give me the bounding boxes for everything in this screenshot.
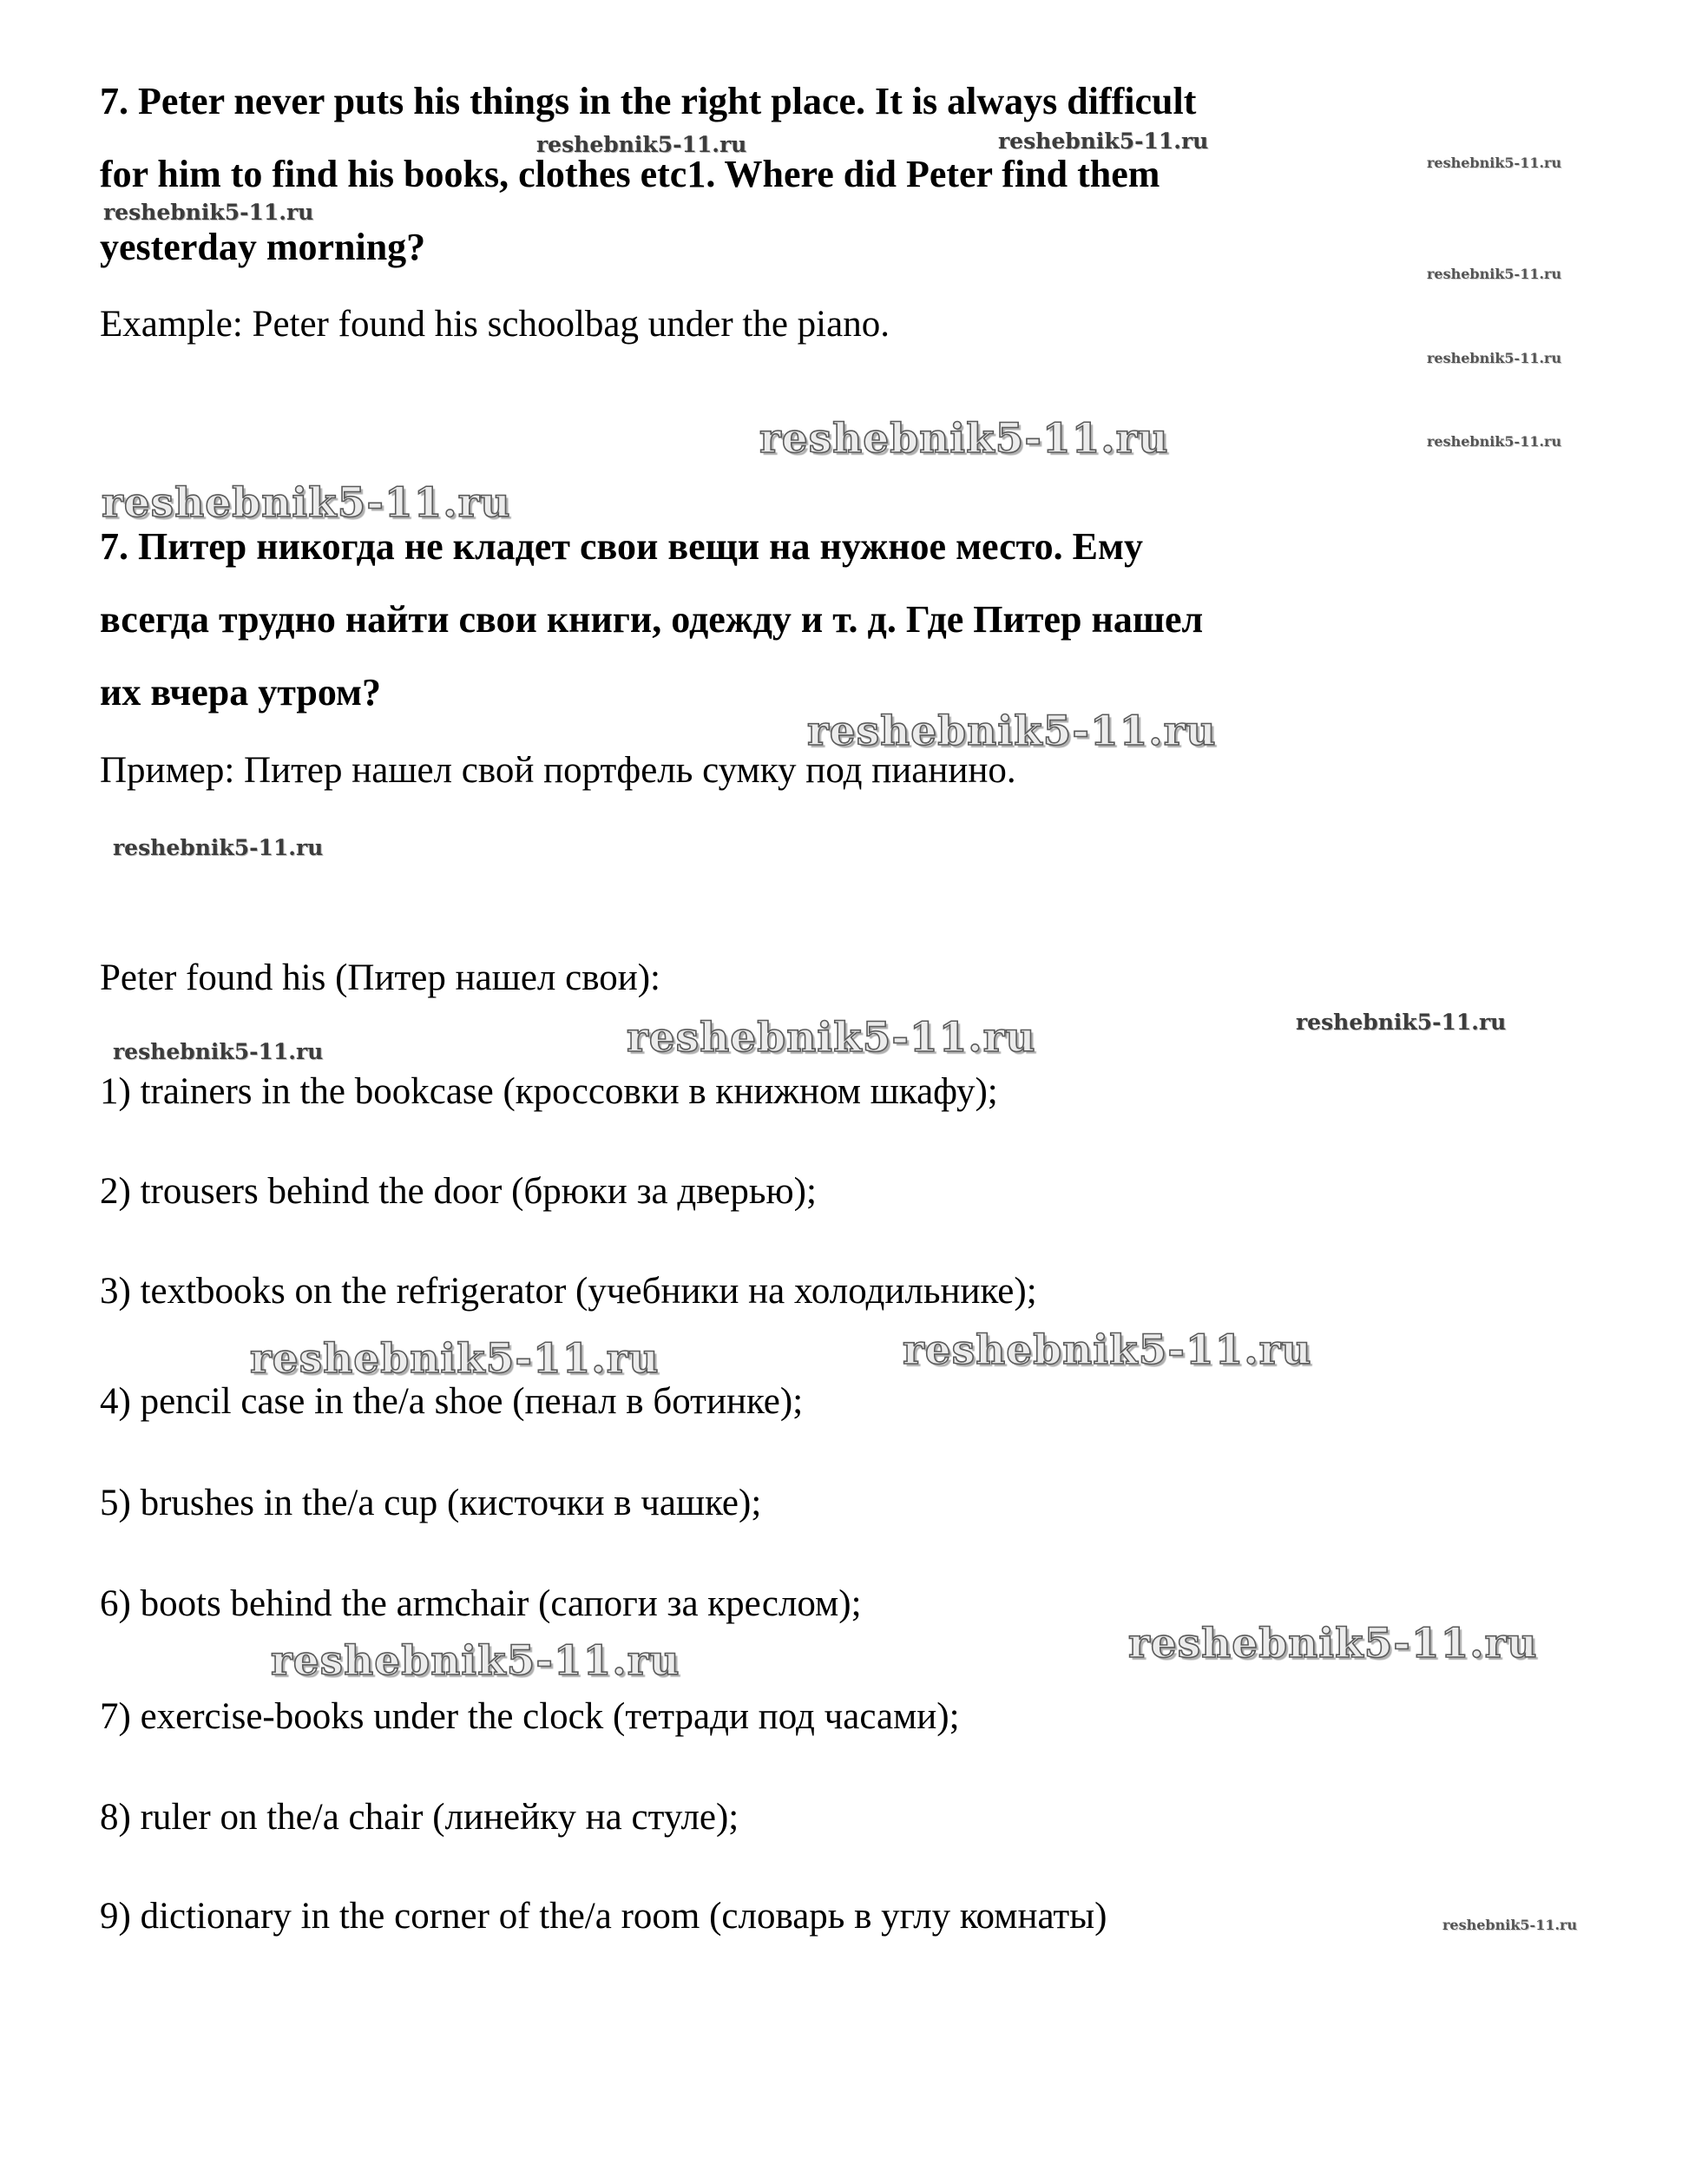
watermark: reshebnik5-11.ru [113, 835, 324, 860]
watermark: reshebnik5-11.ru [102, 479, 511, 527]
answer-item-2: 2) trousers behind the door (брюки за дверью); [100, 1171, 817, 1212]
answer-item-3: 3) textbooks on the refrigerator (учебники на холодильнике); [100, 1271, 1037, 1312]
example-sentence-en: Example: Peter found his schoolbag under the piano. [100, 304, 890, 345]
watermark: reshebnik5-11.ru [250, 1335, 660, 1383]
watermark: reshebnik5-11.ru [536, 132, 747, 157]
watermark: reshebnik5-11.ru [807, 707, 1217, 755]
example-sentence-ru: Пример: Питер нашел свой портфель сумку под пианино. [100, 750, 1016, 791]
watermark: reshebnik5-11.ru [1296, 1010, 1507, 1035]
answer-item-6: 6) boots behind the armchair (сапоги за креслом); [100, 1583, 862, 1624]
answer-item-4: 4) pencil case in the/a shoe (пенал в ботинке); [100, 1381, 804, 1422]
exercise-title-ru-line-3: их вчера утром? [100, 671, 382, 714]
exercise-title-ru-line-2: всегда трудно найти свои книги, одежду и т. д. Где Питер нашел [100, 598, 1204, 641]
answer-item-7: 7) exercise-books under the clock (тетради под часами); [100, 1696, 960, 1737]
answer-item-1: 1) trainers in the bookcase (кроссовки в книжном шкафу); [100, 1071, 998, 1112]
exercise-title-en [100, 65, 1196, 284]
watermark: reshebnik5-11.ru [1427, 266, 1562, 282]
answers-intro: Peter found his (Питер нашел свои): [100, 957, 660, 998]
exercise-title-en-line-2: for him to find his books, clothes etc1. Where did Peter find them [100, 153, 1160, 195]
watermark: reshebnik5-11.ru [271, 1637, 680, 1685]
watermark: reshebnik5-11.ru [103, 200, 314, 225]
exercise-title-en-line-1: 7. Peter never puts his things in the right place. It is always difficult [100, 80, 1197, 122]
answer-item-5: 5) brushes in the/a cup (кисточки в чашке); [100, 1483, 762, 1523]
watermark: reshebnik5-11.ru [1427, 155, 1562, 171]
watermark: reshebnik5-11.ru [759, 415, 1169, 463]
exercise-title-en-line-3: yesterday morning? [100, 226, 426, 268]
watermark: reshebnik5-11.ru [998, 128, 1209, 154]
answer-item-8: 8) ruler on the/a chair (линейку на стуле); [100, 1797, 739, 1838]
exercise-title-ru-line-1: 7. Питер никогда не кладет свои вещи на нужное место. Ему [100, 525, 1143, 568]
watermark: reshebnik5-11.ru [113, 1039, 324, 1064]
watermark: reshebnik5-11.ru [1128, 1620, 1538, 1668]
watermark: reshebnik5-11.ru [1427, 350, 1562, 366]
watermark: reshebnik5-11.ru [1442, 1917, 1578, 1933]
watermark: reshebnik5-11.ru [903, 1326, 1312, 1374]
watermark: reshebnik5-11.ru [627, 1014, 1036, 1062]
watermark: reshebnik5-11.ru [1427, 433, 1562, 450]
answer-item-9: 9) dictionary in the corner of the/a room (словарь в углу комнаты) [100, 1896, 1107, 1937]
exercise-title-ru [100, 510, 1203, 729]
